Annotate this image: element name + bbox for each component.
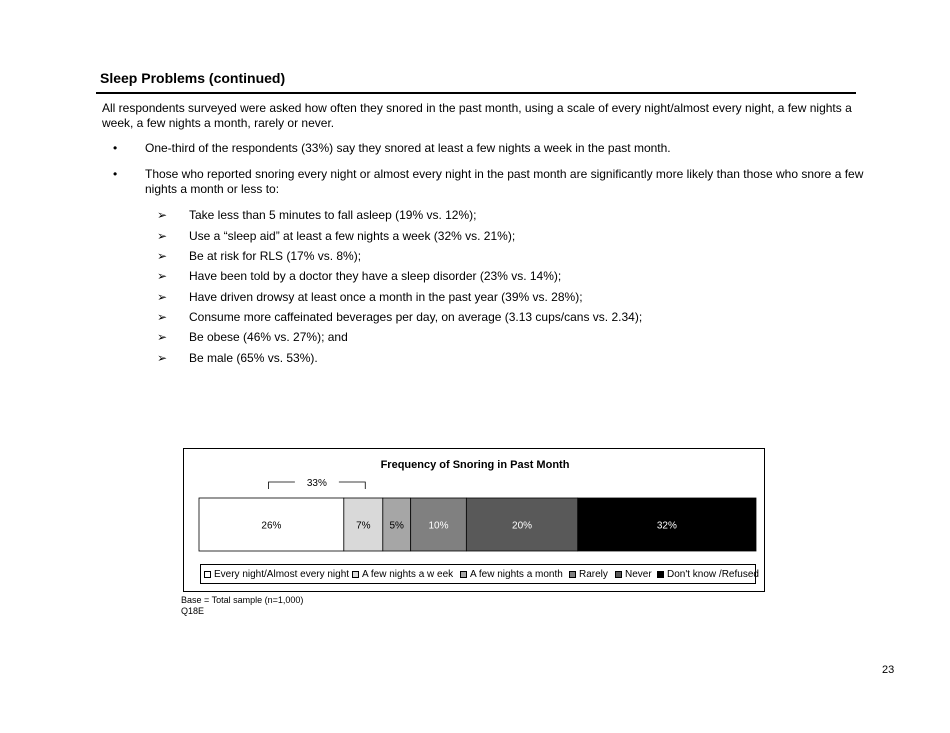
arrow-bullet-icon: ➢ [157, 249, 168, 263]
arrow-bullet-icon: ➢ [157, 290, 168, 304]
snoring-frequency-chart [183, 448, 765, 592]
title-divider [96, 92, 856, 94]
legend-label: Rarely [579, 569, 608, 580]
page-number: 23 [882, 664, 895, 676]
legend-item [460, 569, 563, 580]
legend-item [657, 569, 759, 580]
bar-data-label: 26% [261, 520, 282, 532]
legend-item [204, 569, 349, 580]
legend-label: Never [625, 569, 652, 580]
chart-legend [200, 564, 759, 584]
sub-item-text: Take less than 5 minutes to fall asleep (19% vs. 12%); [189, 208, 477, 222]
sub-item-text: Have been told by a doctor they have a sleep disorder (23% vs. 14%); [189, 269, 562, 283]
legend-swatch [460, 571, 467, 578]
bar-data-label: 32% [656, 520, 677, 532]
legend-item [352, 569, 453, 580]
chart-title: Frequency of Snoring in Past Month [380, 459, 570, 471]
arrow-bullet-icon: ➢ [157, 269, 168, 283]
legend-item [569, 569, 608, 580]
legend-swatch [657, 571, 664, 578]
legend-item [615, 569, 652, 580]
bar-data-label: 10% [428, 520, 449, 532]
section-title: Sleep Problems (continued) [100, 70, 286, 86]
sub-item-text: Use a “sleep aid” at least a few nights a week (32% vs. 21%); [189, 229, 516, 243]
arrow-bullet-icon: ➢ [157, 351, 168, 365]
arrow-bullet-icon: ➢ [157, 208, 168, 222]
bar-data-label: 7% [356, 520, 371, 532]
legend-label: Every night/Almost every night [214, 569, 350, 580]
question-code: Q18E [181, 606, 205, 616]
bullet-dot: • [113, 141, 118, 155]
bar-data-label: 5% [389, 520, 404, 532]
bullet-text: One-third of the respondents (33%) say they snored at least a few nights a week in the past month. [145, 141, 671, 155]
sub-item-text: Be obese (46% vs. 27%); and [189, 330, 348, 344]
legend-swatch [615, 571, 622, 578]
sub-item-text: Be at risk for RLS (17% vs. 8%); [189, 249, 362, 263]
legend-swatch [352, 571, 359, 578]
legend-label: Don't know /Refused [667, 569, 759, 580]
bar-data-label: 20% [512, 520, 533, 532]
legend-swatch [569, 571, 576, 578]
bullet-text: Those who reported snoring every night or almost every night in the past month are significantly more likely than those who snore a few nights a month or less to: [145, 167, 864, 196]
legend-swatch [204, 571, 211, 578]
bullet-dot: • [113, 167, 118, 181]
sub-item-text: Be male (65% vs. 53%). [189, 351, 318, 365]
legend-label: A few nights a w eek [362, 569, 454, 580]
sub-item-text: Consume more caffeinated beverages per day, on average (3.13 cups/cans vs. 2.34); [189, 310, 643, 324]
base-note: Base = Total sample (n=1,000) [181, 595, 304, 605]
bracket-label: 33% [306, 478, 327, 489]
sub-item-text: Have driven drowsy at least once a month in the past year (39% vs. 28%); [189, 290, 583, 304]
arrow-bullet-icon: ➢ [157, 330, 168, 344]
intro-paragraph: All respondents surveyed were asked how often they snored in the past month, using a scale of every night/almost every night, a few nights a week, a few nights a month, rarely or never. [102, 101, 852, 130]
arrow-bullet-icon: ➢ [157, 229, 168, 243]
arrow-bullet-icon: ➢ [157, 310, 168, 324]
legend-label: A few nights a month [470, 569, 563, 580]
